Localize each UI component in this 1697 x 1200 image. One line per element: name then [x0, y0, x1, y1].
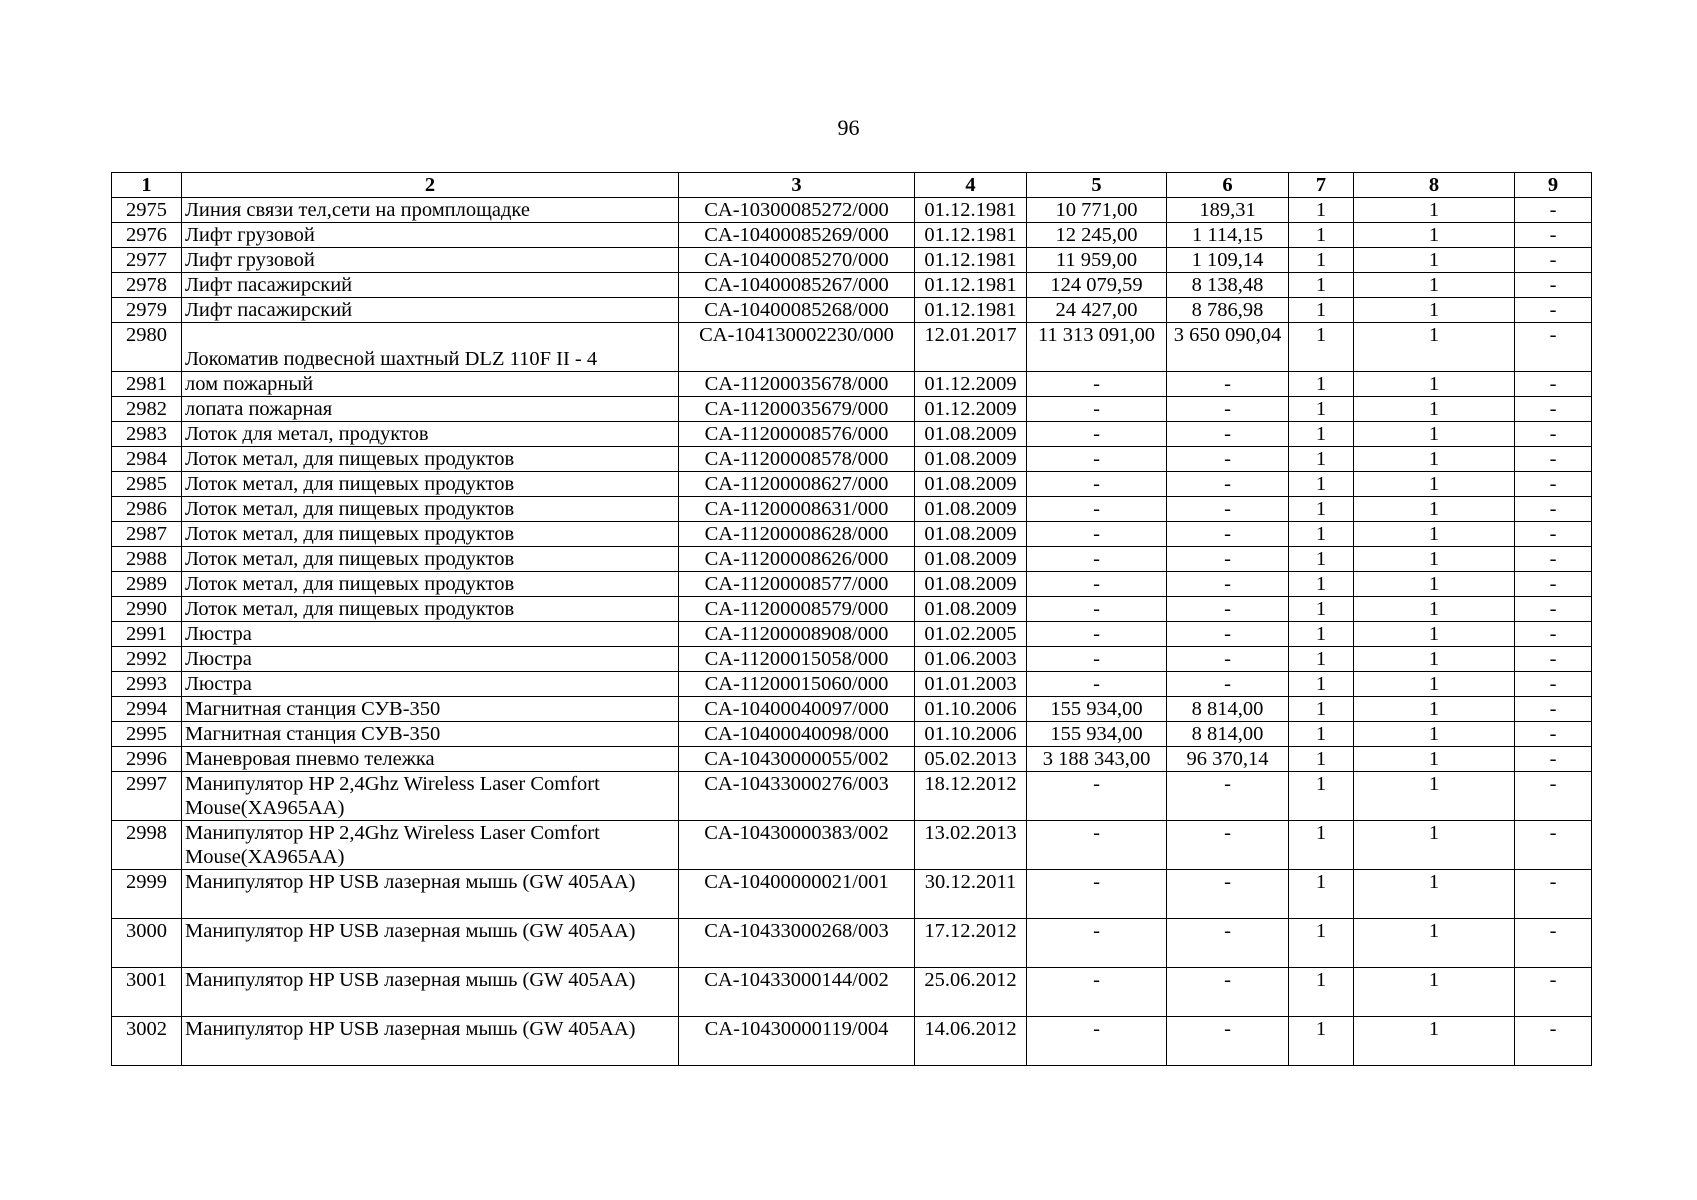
- cell-item-name: Манипулятор HP USB лазерная мышь (GW 405AA): [182, 870, 679, 919]
- cell-date: 01.10.2006: [915, 722, 1027, 747]
- cell-quantity-8: 1: [1354, 298, 1515, 323]
- cell-date: 01.08.2009: [915, 597, 1027, 622]
- cell-quantity-7: 1: [1289, 497, 1354, 522]
- cell-row-number: 2979: [112, 298, 182, 323]
- cell-value-5: 24 427,00: [1027, 298, 1167, 323]
- cell-item-name: Маневровая пневмо тележка: [182, 747, 679, 772]
- cell-value-6: 3 650 090,04: [1167, 323, 1289, 372]
- cell-value-6: -: [1167, 472, 1289, 497]
- cell-value-6: -: [1167, 547, 1289, 572]
- table-row: [112, 522, 1592, 547]
- cell-value-6: -: [1167, 622, 1289, 647]
- cell-quantity-7: 1: [1289, 547, 1354, 572]
- cell-inventory-code: CA-11200035678/000: [679, 372, 915, 397]
- cell-item-name: Лифт пасажирский: [182, 273, 679, 298]
- cell-quantity-8: 1: [1354, 672, 1515, 697]
- cell-quantity-7: 1: [1289, 298, 1354, 323]
- cell-inventory-code: CA-10400040097/000: [679, 697, 915, 722]
- cell-row-number: 2985: [112, 472, 182, 497]
- cell-quantity-8: 1: [1354, 397, 1515, 422]
- cell-row-number: 2978: [112, 273, 182, 298]
- cell-row-number: 2980: [112, 323, 182, 372]
- cell-value-5: -: [1027, 647, 1167, 672]
- cell-inventory-code: CA-10400040098/000: [679, 722, 915, 747]
- cell-date: 01.12.1981: [915, 223, 1027, 248]
- cell-quantity-7: 1: [1289, 223, 1354, 248]
- cell-note-9: -: [1515, 821, 1592, 870]
- cell-value-5: -: [1027, 870, 1167, 919]
- cell-note-9: -: [1515, 372, 1592, 397]
- table-row: [112, 821, 1592, 870]
- cell-inventory-code: CA-104130002230/000: [679, 323, 915, 372]
- cell-item-name: Люстра: [182, 672, 679, 697]
- cell-date: 01.08.2009: [915, 572, 1027, 597]
- cell-inventory-code: CA-10433000268/003: [679, 919, 915, 968]
- header-col-5: 5: [1027, 173, 1167, 198]
- cell-value-5: 11 959,00: [1027, 248, 1167, 273]
- cell-item-name: лом пожарный: [182, 372, 679, 397]
- cell-item-name: Люстра: [182, 647, 679, 672]
- cell-inventory-code: CA-11200015058/000: [679, 647, 915, 672]
- cell-quantity-7: 1: [1289, 597, 1354, 622]
- cell-date: 01.10.2006: [915, 697, 1027, 722]
- cell-date: 01.02.2005: [915, 622, 1027, 647]
- cell-inventory-code: CA-11200008908/000: [679, 622, 915, 647]
- cell-item-name: Локоматив подвесной шахтный DLZ 110F II - 4: [182, 323, 679, 372]
- cell-quantity-8: 1: [1354, 273, 1515, 298]
- table-row: [112, 1017, 1592, 1066]
- header-col-4: 4: [915, 173, 1027, 198]
- cell-quantity-7: 1: [1289, 447, 1354, 472]
- inventory-table: [111, 172, 1592, 1066]
- cell-value-6: -: [1167, 597, 1289, 622]
- cell-value-5: -: [1027, 597, 1167, 622]
- cell-value-5: -: [1027, 1017, 1167, 1066]
- cell-row-number: 2992: [112, 647, 182, 672]
- cell-quantity-7: 1: [1289, 372, 1354, 397]
- header-col-6: 6: [1167, 173, 1289, 198]
- cell-value-6: 1 109,14: [1167, 248, 1289, 273]
- cell-value-6: 8 814,00: [1167, 697, 1289, 722]
- table-row: [112, 772, 1592, 821]
- cell-value-6: -: [1167, 497, 1289, 522]
- header-col-3: 3: [679, 173, 915, 198]
- table-row: [112, 248, 1592, 273]
- cell-value-5: -: [1027, 672, 1167, 697]
- cell-value-6: 96 370,14: [1167, 747, 1289, 772]
- cell-note-9: -: [1515, 248, 1592, 273]
- cell-value-5: -: [1027, 919, 1167, 968]
- cell-value-5: 10 771,00: [1027, 198, 1167, 223]
- cell-row-number: 2976: [112, 223, 182, 248]
- cell-value-6: 8 814,00: [1167, 722, 1289, 747]
- cell-date: 01.08.2009: [915, 497, 1027, 522]
- cell-value-6: 8 138,48: [1167, 273, 1289, 298]
- cell-item-name: Лифт грузовой: [182, 223, 679, 248]
- cell-quantity-7: 1: [1289, 697, 1354, 722]
- cell-value-5: -: [1027, 547, 1167, 572]
- cell-value-6: -: [1167, 919, 1289, 968]
- cell-note-9: -: [1515, 223, 1592, 248]
- cell-row-number: 3002: [112, 1017, 182, 1066]
- cell-item-name: Лоток метал, для пищевых продуктов: [182, 522, 679, 547]
- cell-inventory-code: CA-10430000119/004: [679, 1017, 915, 1066]
- cell-value-6: 1 114,15: [1167, 223, 1289, 248]
- cell-item-name: лопата пожарная: [182, 397, 679, 422]
- cell-date: 01.12.1981: [915, 273, 1027, 298]
- table-row: [112, 273, 1592, 298]
- cell-quantity-8: 1: [1354, 323, 1515, 372]
- cell-note-9: -: [1515, 747, 1592, 772]
- cell-quantity-8: 1: [1354, 1017, 1515, 1066]
- cell-item-name: Лоток метал, для пищевых продуктов: [182, 597, 679, 622]
- table-row: [112, 547, 1592, 572]
- cell-date: 01.08.2009: [915, 422, 1027, 447]
- cell-item-name: Лифт пасажирский: [182, 298, 679, 323]
- cell-row-number: 2996: [112, 747, 182, 772]
- cell-date: 01.08.2009: [915, 447, 1027, 472]
- table-row: [112, 397, 1592, 422]
- cell-value-5: -: [1027, 522, 1167, 547]
- cell-inventory-code: CA-10400085268/000: [679, 298, 915, 323]
- cell-inventory-code: CA-11200008579/000: [679, 597, 915, 622]
- cell-note-9: -: [1515, 622, 1592, 647]
- cell-row-number: 2994: [112, 697, 182, 722]
- cell-value-5: -: [1027, 622, 1167, 647]
- cell-note-9: -: [1515, 772, 1592, 821]
- cell-note-9: -: [1515, 422, 1592, 447]
- cell-date: 01.12.2009: [915, 372, 1027, 397]
- cell-quantity-7: 1: [1289, 870, 1354, 919]
- cell-value-5: -: [1027, 497, 1167, 522]
- table-row: [112, 422, 1592, 447]
- table-body: [112, 198, 1592, 1066]
- cell-date: 01.12.2009: [915, 397, 1027, 422]
- table-row: [112, 572, 1592, 597]
- cell-quantity-8: 1: [1354, 547, 1515, 572]
- cell-note-9: -: [1515, 198, 1592, 223]
- cell-item-name: Лоток метал, для пищевых продуктов: [182, 497, 679, 522]
- cell-note-9: -: [1515, 522, 1592, 547]
- cell-quantity-8: 1: [1354, 722, 1515, 747]
- cell-row-number: 2998: [112, 821, 182, 870]
- cell-item-name: Магнитная станция СУВ-350: [182, 722, 679, 747]
- cell-note-9: -: [1515, 597, 1592, 622]
- cell-inventory-code: CA-10433000276/003: [679, 772, 915, 821]
- cell-note-9: -: [1515, 472, 1592, 497]
- cell-quantity-8: 1: [1354, 372, 1515, 397]
- cell-quantity-7: 1: [1289, 198, 1354, 223]
- cell-quantity-7: 1: [1289, 647, 1354, 672]
- table-row: [112, 697, 1592, 722]
- cell-item-name: Линия связи тел,сети на промплощадке: [182, 198, 679, 223]
- cell-date: 18.12.2012: [915, 772, 1027, 821]
- cell-value-5: -: [1027, 472, 1167, 497]
- cell-value-6: -: [1167, 572, 1289, 597]
- header-col-1: 1: [112, 173, 182, 198]
- cell-quantity-7: 1: [1289, 323, 1354, 372]
- table-row: [112, 747, 1592, 772]
- cell-value-6: 189,31: [1167, 198, 1289, 223]
- cell-quantity-8: 1: [1354, 572, 1515, 597]
- cell-quantity-8: 1: [1354, 647, 1515, 672]
- cell-row-number: 2997: [112, 772, 182, 821]
- cell-date: 01.12.1981: [915, 298, 1027, 323]
- cell-quantity-7: 1: [1289, 772, 1354, 821]
- cell-quantity-8: 1: [1354, 198, 1515, 223]
- cell-value-5: -: [1027, 372, 1167, 397]
- cell-item-name: Манипулятор HP 2,4Ghz Wireless Laser Comfort Mouse(XA965AA): [182, 772, 679, 821]
- cell-inventory-code: CA-10430000055/002: [679, 747, 915, 772]
- cell-date: 12.01.2017: [915, 323, 1027, 372]
- cell-value-6: -: [1167, 968, 1289, 1017]
- table-row: [112, 870, 1592, 919]
- table-row: [112, 298, 1592, 323]
- table-row: [112, 447, 1592, 472]
- cell-inventory-code: CA-11200008628/000: [679, 522, 915, 547]
- cell-quantity-7: 1: [1289, 273, 1354, 298]
- cell-value-6: -: [1167, 422, 1289, 447]
- cell-value-6: 8 786,98: [1167, 298, 1289, 323]
- cell-date: 14.06.2012: [915, 1017, 1027, 1066]
- table-row: [112, 647, 1592, 672]
- cell-quantity-7: 1: [1289, 821, 1354, 870]
- cell-value-5: -: [1027, 572, 1167, 597]
- cell-note-9: -: [1515, 722, 1592, 747]
- cell-value-5: -: [1027, 821, 1167, 870]
- cell-quantity-8: 1: [1354, 472, 1515, 497]
- cell-note-9: -: [1515, 870, 1592, 919]
- cell-row-number: 2995: [112, 722, 182, 747]
- cell-date: 01.01.2003: [915, 672, 1027, 697]
- cell-quantity-8: 1: [1354, 248, 1515, 273]
- cell-quantity-7: 1: [1289, 919, 1354, 968]
- cell-quantity-7: 1: [1289, 672, 1354, 697]
- cell-quantity-8: 1: [1354, 697, 1515, 722]
- cell-note-9: -: [1515, 273, 1592, 298]
- cell-note-9: -: [1515, 298, 1592, 323]
- cell-value-6: -: [1167, 522, 1289, 547]
- table-row: [112, 968, 1592, 1017]
- cell-note-9: -: [1515, 672, 1592, 697]
- cell-item-name: Манипулятор HP 2,4Ghz Wireless Laser Comfort Mouse(XA965AA): [182, 821, 679, 870]
- cell-quantity-8: 1: [1354, 747, 1515, 772]
- cell-row-number: 2989: [112, 572, 182, 597]
- cell-date: 01.12.1981: [915, 198, 1027, 223]
- table-row: [112, 597, 1592, 622]
- cell-value-6: -: [1167, 372, 1289, 397]
- cell-note-9: -: [1515, 397, 1592, 422]
- table-row: [112, 372, 1592, 397]
- cell-value-5: 155 934,00: [1027, 697, 1167, 722]
- cell-value-6: -: [1167, 397, 1289, 422]
- cell-quantity-8: 1: [1354, 821, 1515, 870]
- cell-value-6: -: [1167, 1017, 1289, 1066]
- cell-row-number: 2988: [112, 547, 182, 572]
- cell-date: 01.06.2003: [915, 647, 1027, 672]
- cell-item-name: Лоток для метал, продуктов: [182, 422, 679, 447]
- cell-item-name: Лоток метал, для пищевых продуктов: [182, 572, 679, 597]
- cell-inventory-code: CA-10400085269/000: [679, 223, 915, 248]
- table-row: [112, 497, 1592, 522]
- table-row: [112, 919, 1592, 968]
- cell-inventory-code: CA-11200008627/000: [679, 472, 915, 497]
- cell-inventory-code: CA-10430000383/002: [679, 821, 915, 870]
- cell-item-name: Манипулятор HP USB лазерная мышь (GW 405AA): [182, 968, 679, 1017]
- cell-inventory-code: CA-10300085272/000: [679, 198, 915, 223]
- cell-value-6: -: [1167, 772, 1289, 821]
- cell-row-number: 2999: [112, 870, 182, 919]
- cell-item-name: Манипулятор HP USB лазерная мышь (GW 405AA): [182, 919, 679, 968]
- cell-value-6: -: [1167, 647, 1289, 672]
- cell-row-number: 3001: [112, 968, 182, 1017]
- cell-inventory-code: CA-11200015060/000: [679, 672, 915, 697]
- cell-value-5: -: [1027, 397, 1167, 422]
- cell-row-number: 2990: [112, 597, 182, 622]
- cell-inventory-code: CA-11200008626/000: [679, 547, 915, 572]
- cell-note-9: -: [1515, 919, 1592, 968]
- cell-quantity-7: 1: [1289, 747, 1354, 772]
- table-row: [112, 722, 1592, 747]
- cell-date: 01.12.1981: [915, 248, 1027, 273]
- cell-row-number: 2987: [112, 522, 182, 547]
- cell-note-9: -: [1515, 547, 1592, 572]
- header-row: [112, 173, 1592, 198]
- cell-row-number: 3000: [112, 919, 182, 968]
- cell-item-name: Лифт грузовой: [182, 248, 679, 273]
- cell-inventory-code: CA-11200035679/000: [679, 397, 915, 422]
- cell-inventory-code: CA-10433000144/002: [679, 968, 915, 1017]
- cell-inventory-code: CA-11200008578/000: [679, 447, 915, 472]
- cell-quantity-8: 1: [1354, 919, 1515, 968]
- cell-item-name: Магнитная станция СУВ-350: [182, 697, 679, 722]
- cell-item-name: Лоток метал, для пищевых продуктов: [182, 547, 679, 572]
- cell-quantity-7: 1: [1289, 522, 1354, 547]
- cell-quantity-7: 1: [1289, 1017, 1354, 1066]
- cell-note-9: -: [1515, 968, 1592, 1017]
- cell-row-number: 2991: [112, 622, 182, 647]
- cell-quantity-8: 1: [1354, 870, 1515, 919]
- header-col-2: 2: [182, 173, 679, 198]
- cell-quantity-8: 1: [1354, 422, 1515, 447]
- cell-quantity-7: 1: [1289, 622, 1354, 647]
- cell-inventory-code: CA-10400085270/000: [679, 248, 915, 273]
- cell-quantity-8: 1: [1354, 772, 1515, 821]
- table-row: [112, 472, 1592, 497]
- cell-quantity-8: 1: [1354, 597, 1515, 622]
- header-col-7: 7: [1289, 173, 1354, 198]
- cell-row-number: 2977: [112, 248, 182, 273]
- cell-quantity-8: 1: [1354, 522, 1515, 547]
- cell-value-5: 155 934,00: [1027, 722, 1167, 747]
- cell-date: 01.08.2009: [915, 547, 1027, 572]
- cell-value-5: -: [1027, 968, 1167, 1017]
- page-number: 96: [837, 115, 860, 140]
- header-col-9: 9: [1515, 173, 1592, 198]
- cell-quantity-7: 1: [1289, 422, 1354, 447]
- cell-value-6: -: [1167, 821, 1289, 870]
- cell-quantity-7: 1: [1289, 968, 1354, 1017]
- cell-note-9: -: [1515, 697, 1592, 722]
- cell-item-name: Лоток метал, для пищевых продуктов: [182, 447, 679, 472]
- cell-quantity-8: 1: [1354, 497, 1515, 522]
- cell-value-5: 3 188 343,00: [1027, 747, 1167, 772]
- cell-row-number: 2986: [112, 497, 182, 522]
- cell-note-9: -: [1515, 572, 1592, 597]
- cell-quantity-8: 1: [1354, 968, 1515, 1017]
- cell-value-5: -: [1027, 447, 1167, 472]
- cell-quantity-7: 1: [1289, 248, 1354, 273]
- cell-quantity-8: 1: [1354, 447, 1515, 472]
- cell-inventory-code: CA-10400085267/000: [679, 273, 915, 298]
- cell-note-9: -: [1515, 647, 1592, 672]
- cell-row-number: 2975: [112, 198, 182, 223]
- cell-quantity-7: 1: [1289, 572, 1354, 597]
- cell-value-6: -: [1167, 447, 1289, 472]
- cell-date: 05.02.2013: [915, 747, 1027, 772]
- cell-inventory-code: CA-11200008631/000: [679, 497, 915, 522]
- header-col-8: 8: [1354, 173, 1515, 198]
- cell-note-9: -: [1515, 497, 1592, 522]
- cell-quantity-7: 1: [1289, 397, 1354, 422]
- cell-inventory-code: CA-11200008577/000: [679, 572, 915, 597]
- table-row: [112, 323, 1592, 372]
- cell-value-5: -: [1027, 422, 1167, 447]
- cell-value-5: -: [1027, 772, 1167, 821]
- cell-item-name: Манипулятор HP USB лазерная мышь (GW 405AA): [182, 1017, 679, 1066]
- table-row: [112, 672, 1592, 697]
- cell-date: 30.12.2011: [915, 870, 1027, 919]
- cell-value-5: 11 313 091,00: [1027, 323, 1167, 372]
- cell-row-number: 2993: [112, 672, 182, 697]
- table-row: [112, 223, 1592, 248]
- cell-quantity-7: 1: [1289, 722, 1354, 747]
- cell-row-number: 2984: [112, 447, 182, 472]
- cell-quantity-8: 1: [1354, 622, 1515, 647]
- cell-row-number: 2981: [112, 372, 182, 397]
- table-row: [112, 198, 1592, 223]
- cell-date: 25.06.2012: [915, 968, 1027, 1017]
- cell-quantity-8: 1: [1354, 223, 1515, 248]
- cell-note-9: -: [1515, 1017, 1592, 1066]
- cell-date: 01.08.2009: [915, 472, 1027, 497]
- cell-quantity-7: 1: [1289, 472, 1354, 497]
- cell-value-6: -: [1167, 672, 1289, 697]
- cell-note-9: -: [1515, 447, 1592, 472]
- cell-date: 13.02.2013: [915, 821, 1027, 870]
- cell-item-name: Лоток метал, для пищевых продуктов: [182, 472, 679, 497]
- cell-value-5: 12 245,00: [1027, 223, 1167, 248]
- cell-date: 01.08.2009: [915, 522, 1027, 547]
- cell-value-5: 124 079,59: [1027, 273, 1167, 298]
- cell-date: 17.12.2012: [915, 919, 1027, 968]
- cell-item-name: Люстра: [182, 622, 679, 647]
- cell-inventory-code: CA-10400000021/001: [679, 870, 915, 919]
- cell-inventory-code: CA-11200008576/000: [679, 422, 915, 447]
- table-row: [112, 622, 1592, 647]
- cell-note-9: -: [1515, 323, 1592, 372]
- cell-value-6: -: [1167, 870, 1289, 919]
- cell-row-number: 2982: [112, 397, 182, 422]
- cell-row-number: 2983: [112, 422, 182, 447]
